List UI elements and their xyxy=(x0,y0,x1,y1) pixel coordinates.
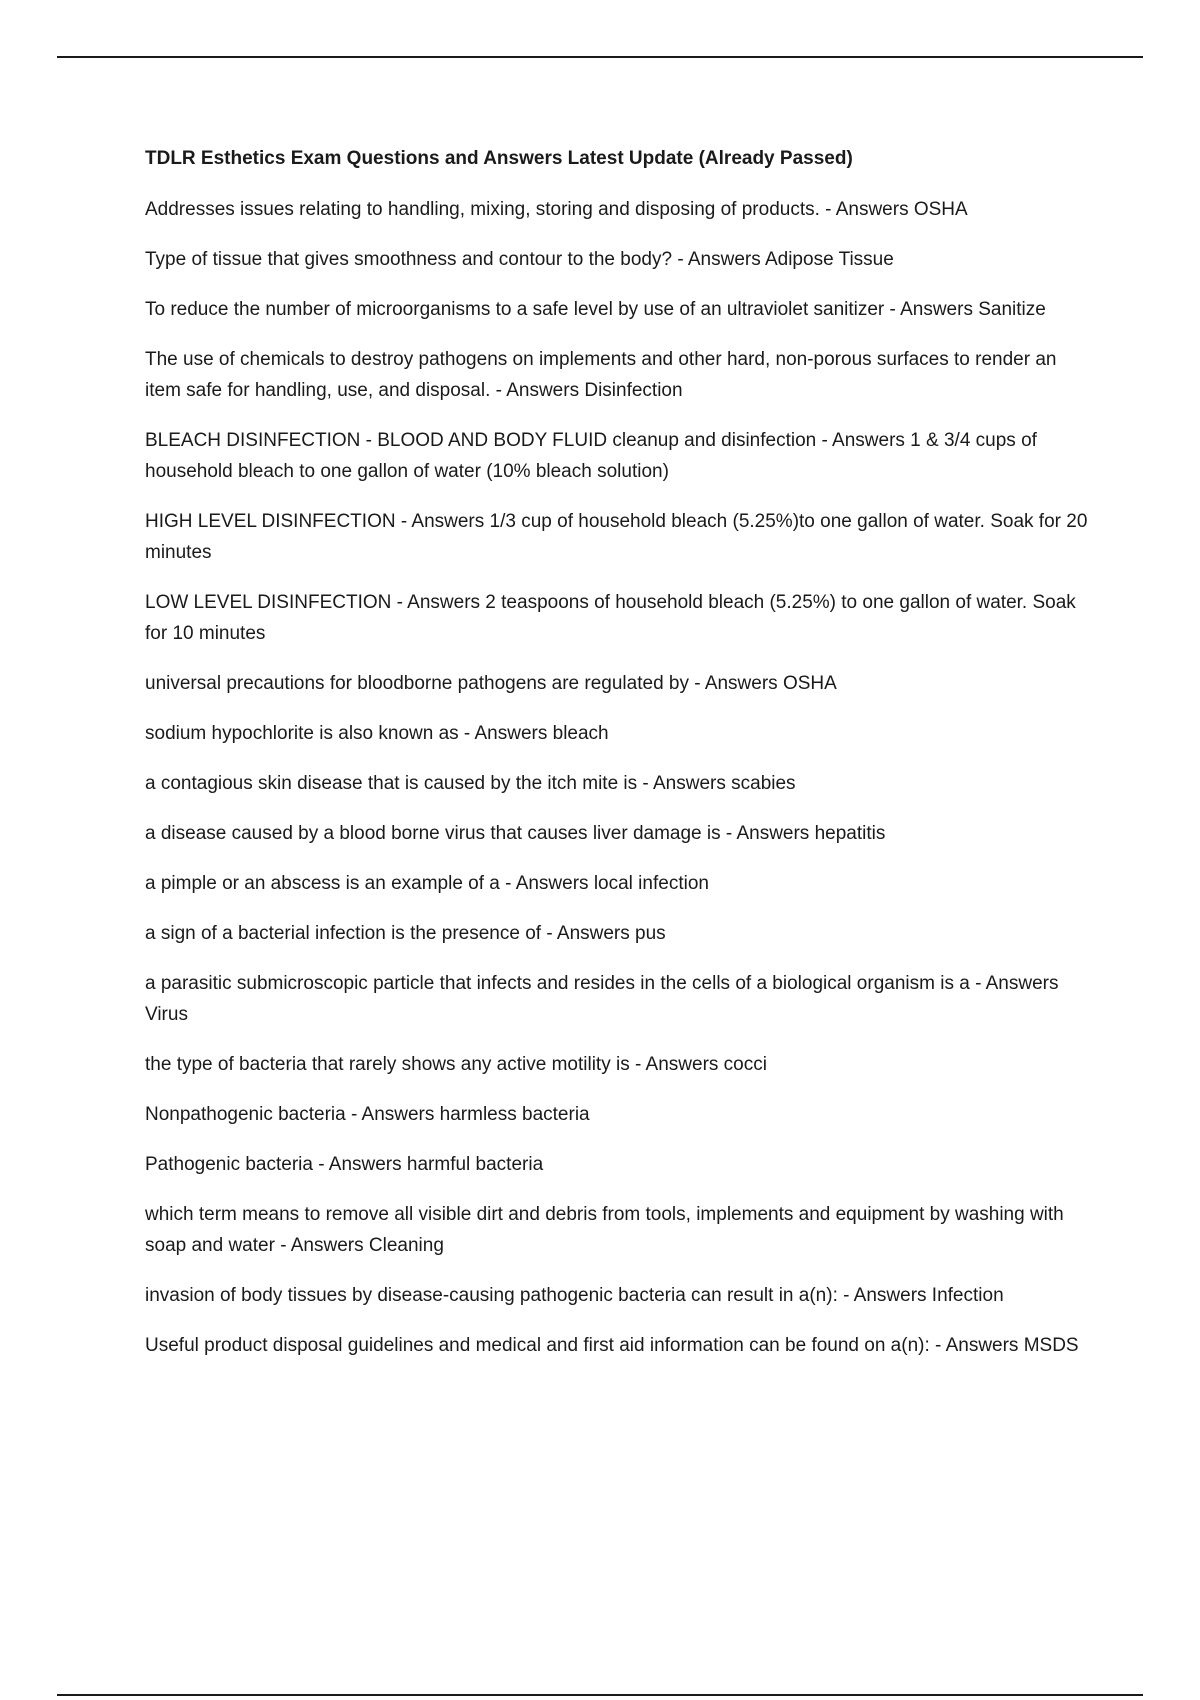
document-title: TDLR Esthetics Exam Questions and Answers Latest Update (Already Passed) xyxy=(145,148,853,169)
qa-list xyxy=(145,194,1090,1361)
footer-rule xyxy=(57,1694,1143,1696)
qa-item: Type of tissue that gives smoothness and contour to the body? - Answers Adipose Tissue xyxy=(145,249,894,270)
qa-item: sodium hypochlorite is also known as - Answers bleach xyxy=(145,723,609,744)
qa-item: invasion of body tissues by disease-causing pathogenic bacteria can result in a(n): - Answers Infection xyxy=(145,1285,1004,1306)
qa-item: Pathogenic bacteria - Answers harmful bacteria xyxy=(145,1154,544,1175)
qa-item: LOW LEVEL DISINFECTION - Answers 2 teaspoons of household bleach (5.25%) to one gallon of water. Soak for 10 minutes xyxy=(145,592,1076,644)
qa-item: a disease caused by a blood borne virus that causes liver damage is - Answers hepatitis xyxy=(145,823,886,844)
qa-item: Nonpathogenic bacteria - Answers harmless bacteria xyxy=(145,1104,590,1125)
qa-item: the type of bacteria that rarely shows any active motility is - Answers cocci xyxy=(145,1054,767,1075)
qa-item: Useful product disposal guidelines and medical and first aid information can be found on a(n): - Answers MSDS xyxy=(145,1335,1079,1356)
qa-item: which term means to remove all visible dirt and debris from tools, implements and equipment by washing with soap and water - Answers Cleaning xyxy=(145,1204,1064,1256)
qa-item: universal precautions for bloodborne pathogens are regulated by - Answers OSHA xyxy=(145,673,837,694)
qa-item: a sign of a bacterial infection is the presence of - Answers pus xyxy=(145,923,666,944)
qa-item: a parasitic submicroscopic particle that infects and resides in the cells of a biological organism is a - Answers Virus xyxy=(145,973,1059,1025)
qa-item: The use of chemicals to destroy pathogens on implements and other hard, non-porous surfaces to render an item safe for handling, use, and disposal. - Answers Disinfection xyxy=(145,349,1057,401)
qa-item: To reduce the number of microorganisms to a safe level by use of an ultraviolet sanitizer - Answers Sanitize xyxy=(145,299,1046,320)
qa-item: BLEACH DISINFECTION - BLOOD AND BODY FLUID cleanup and disinfection - Answers 1 & 3/4 cups of household bleach to one gallon of water (10% bleach solution) xyxy=(145,430,1037,482)
qa-item: a contagious skin disease that is caused by the itch mite is - Answers scabies xyxy=(145,773,796,794)
qa-item: Addresses issues relating to handling, mixing, storing and disposing of products. - Answers OSHA xyxy=(145,199,968,220)
qa-item: HIGH LEVEL DISINFECTION - Answers 1/3 cup of household bleach (5.25%)to one gallon of water. Soak for 20 minutes xyxy=(145,511,1088,563)
document-body xyxy=(145,144,1090,1380)
header-rule xyxy=(57,56,1143,58)
qa-item: a pimple or an abscess is an example of a - Answers local infection xyxy=(145,873,709,894)
